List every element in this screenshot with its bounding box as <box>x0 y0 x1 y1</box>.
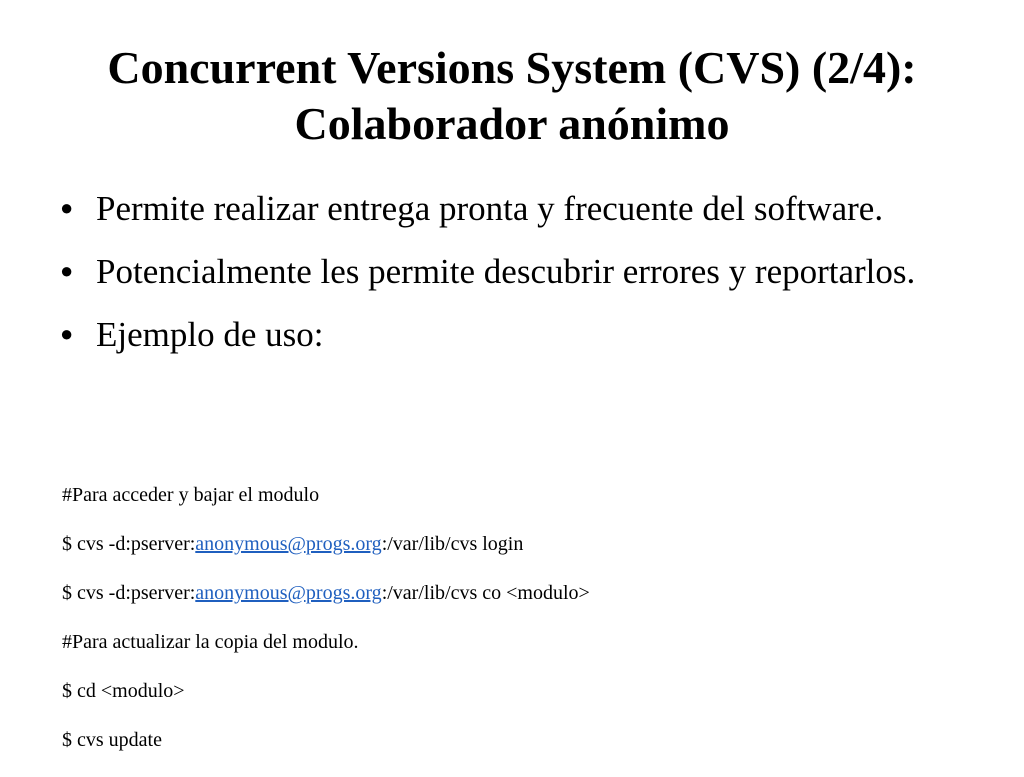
bullet-dot-icon: ● <box>60 321 74 346</box>
code-line-cd <box>62 679 962 703</box>
code-line-checkout <box>62 581 962 605</box>
code-suffix: :/var/lib/cvs co <modulo> <box>381 582 590 604</box>
code-text: #Para actualizar la copia del modulo. <box>62 631 359 653</box>
bullet-text: Permite realizar entrega pronta y frecuente del software. <box>96 189 884 228</box>
bullet-dot-icon: ● <box>60 195 74 220</box>
code-line-comment <box>62 630 962 654</box>
code-prefix: $ cvs -d:pserver: <box>62 582 196 604</box>
bullet-dot-icon: ● <box>60 258 74 283</box>
code-line-comment <box>62 483 962 507</box>
bullet-text: Ejemplo de uso: <box>96 315 324 354</box>
bullet-item <box>58 186 958 231</box>
code-line-login <box>62 532 962 556</box>
code-text: $ cvs update <box>62 729 162 751</box>
code-example <box>62 483 962 777</box>
bullet-text: Potencialmente les permite descubrir errores y reportarlos. <box>96 252 916 291</box>
email-link[interactable]: anonymous@progs.org <box>195 582 382 604</box>
email-link[interactable]: anonymous@progs.org <box>195 533 382 555</box>
slide-title-line-2: Colaborador anónimo <box>294 98 730 149</box>
code-prefix: $ cvs -d:pserver: <box>62 533 196 555</box>
bullet-item <box>58 312 958 357</box>
bullet-item <box>58 249 958 294</box>
slide-title <box>0 40 1024 152</box>
code-line-update <box>62 728 962 752</box>
code-text: $ cd <modulo> <box>62 680 185 702</box>
bullet-list <box>58 186 958 375</box>
code-suffix: :/var/lib/cvs login <box>381 533 524 555</box>
code-text: #Para acceder y bajar el modulo <box>62 484 320 506</box>
slide-title-line-1: Concurrent Versions System (CVS) (2/4): <box>107 42 917 93</box>
